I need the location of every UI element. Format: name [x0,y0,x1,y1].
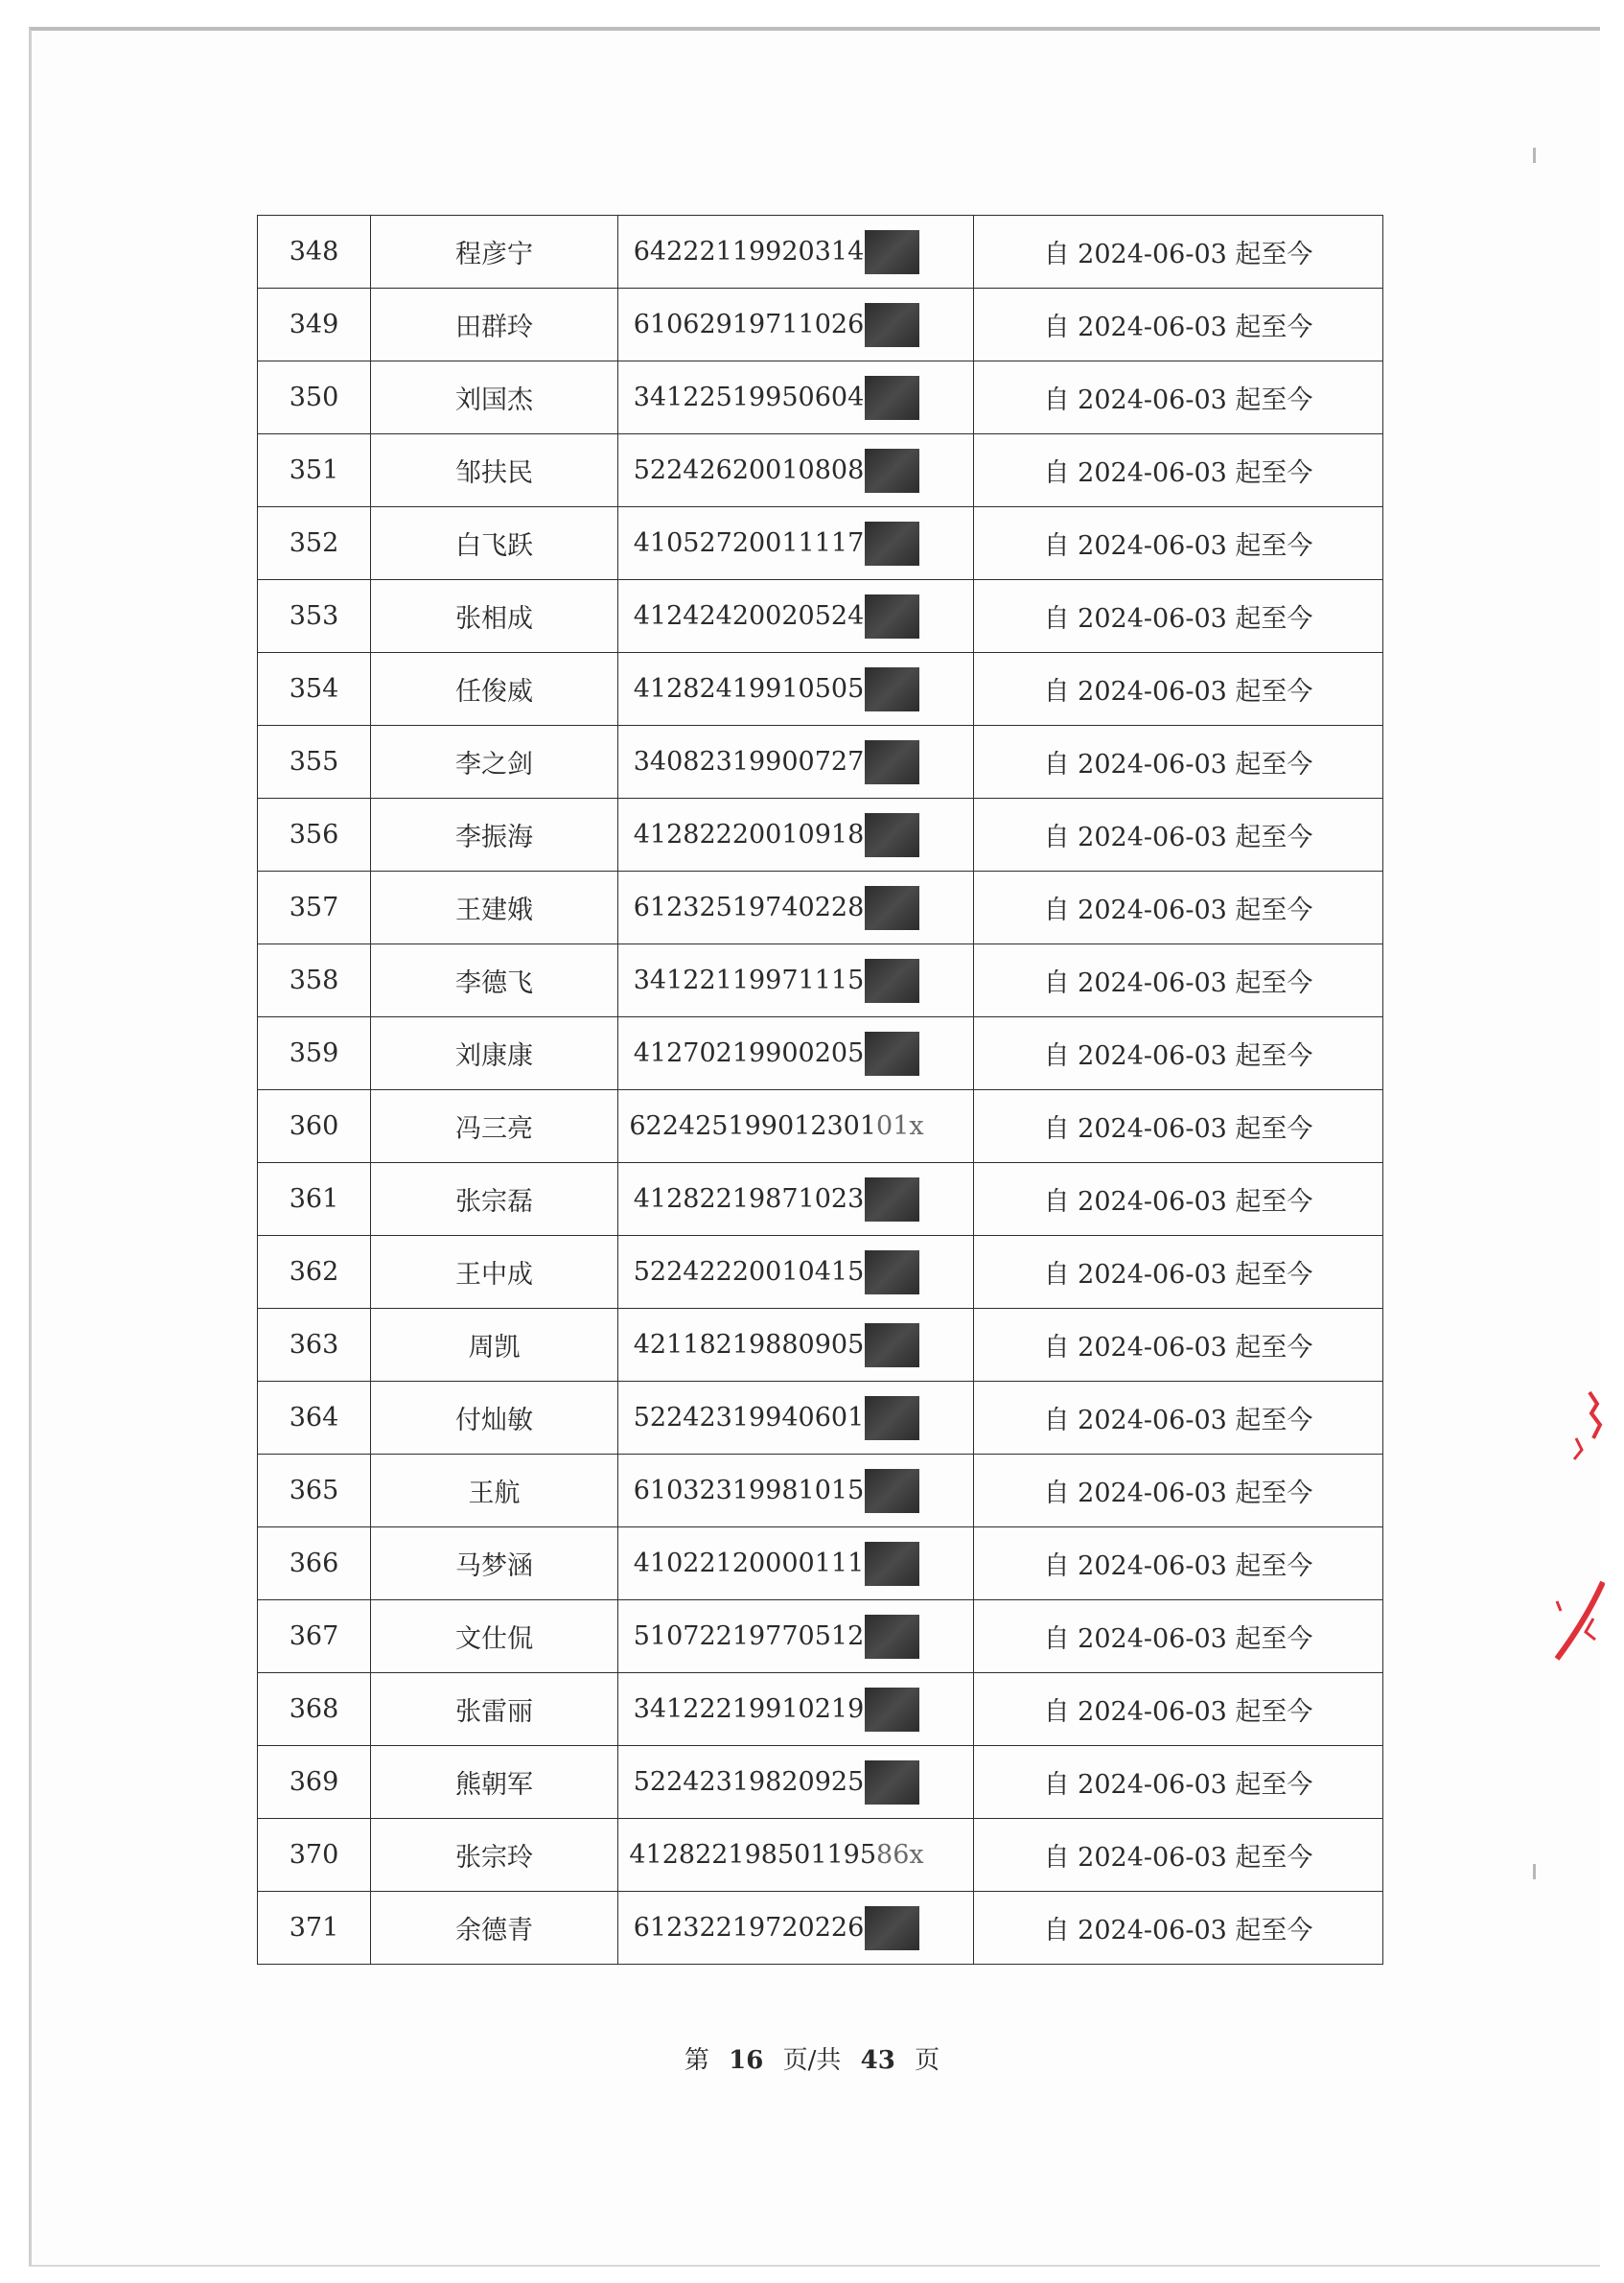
id-number-cell [618,1236,974,1309]
table-row [258,434,1383,507]
id-number-cell [618,726,974,799]
term-period: 自 2024-06-03 起至今 [974,1892,1383,1965]
person-name: 刘康康 [371,1017,618,1090]
id-number-digits: 34122219910219 [633,1694,865,1724]
footer-total-pages: 43 [860,2046,895,2075]
redaction-block [865,1542,919,1586]
id-number-cell [618,1746,974,1819]
person-name: 马梦涵 [371,1527,618,1600]
table-row [258,1892,1383,1965]
id-number-digits: 34122119971115 [633,966,865,995]
id-number-cell [618,1600,974,1673]
id-number [634,1396,920,1440]
table-row [258,799,1383,872]
id-number-digits: 61032319981015 [633,1476,865,1505]
id-number-digits: 42118219880905 [633,1330,865,1360]
footer-middle: 页/共 [782,2046,842,2075]
redaction-block [865,1323,919,1367]
term-period: 自 2024-06-03 起至今 [974,653,1383,726]
term-period: 自 2024-06-03 起至今 [974,1527,1383,1600]
id-number-cell [618,507,974,580]
row-number: 352 [258,507,371,580]
id-number-suffix: 01x [876,1111,924,1141]
term-period: 自 2024-06-03 起至今 [974,216,1383,289]
id-number [634,303,920,347]
table-row [258,1236,1383,1309]
person-name: 刘国杰 [371,361,618,434]
footer-prefix: 第 [684,2046,709,2075]
id-number-digits: 41282219871023 [633,1184,865,1214]
id-number-cell [618,1892,974,1965]
redaction-block [865,959,919,1003]
term-period: 自 2024-06-03 起至今 [974,1600,1383,1673]
table-row [258,289,1383,361]
term-period: 自 2024-06-03 起至今 [974,799,1383,872]
person-name: 邹扶民 [371,434,618,507]
person-name: 李之剑 [371,726,618,799]
id-number [634,449,920,493]
row-number: 368 [258,1673,371,1746]
row-number: 353 [258,580,371,653]
redaction-block [865,813,919,857]
footer-suffix: 页 [915,2046,940,2075]
table-row [258,1163,1383,1236]
row-number: 367 [258,1600,371,1673]
table-row [258,653,1383,726]
id-number [629,1840,923,1870]
id-number-digits: 41270219900205 [633,1038,865,1068]
id-number-digits: 41022120000111 [633,1549,865,1578]
id-number-digits: 412822198501195 [629,1840,877,1870]
row-number: 363 [258,1309,371,1382]
id-number [634,740,920,784]
person-name: 王中成 [371,1236,618,1309]
id-number-digits: 52242620010808 [633,455,865,485]
table-row [258,580,1383,653]
id-number [634,1615,920,1659]
table-row [258,944,1383,1017]
id-number [634,376,920,420]
redaction-block [865,1177,919,1222]
id-number-digits: 61062919711026 [633,310,865,339]
id-number-suffix: 86x [876,1840,924,1870]
row-number: 354 [258,653,371,726]
table-row [258,726,1383,799]
red-seal-fragment [1547,1381,1605,1688]
redaction-block [865,230,919,274]
row-number: 370 [258,1819,371,1892]
row-number: 358 [258,944,371,1017]
id-number [634,1688,920,1732]
id-number-digits: 41282220010918 [633,820,865,850]
redaction-block [865,449,919,493]
person-name: 熊朝军 [371,1746,618,1819]
person-name: 王建娥 [371,872,618,944]
id-number-cell [618,1455,974,1527]
id-number-cell [618,1673,974,1746]
person-name: 余德青 [371,1892,618,1965]
term-period: 自 2024-06-03 起至今 [974,1746,1383,1819]
term-period: 自 2024-06-03 起至今 [974,1017,1383,1090]
id-number [634,959,920,1003]
row-number: 350 [258,361,371,434]
term-period: 自 2024-06-03 起至今 [974,1673,1383,1746]
redaction-block [865,1688,919,1732]
id-number-digits: 41242420020524 [633,601,865,631]
redaction-block [865,740,919,784]
id-number-cell [618,1090,974,1163]
redaction-block [865,522,919,566]
table-row [258,1455,1383,1527]
redaction-block [865,376,919,420]
id-number [634,1760,920,1805]
person-name: 张相成 [371,580,618,653]
row-number: 362 [258,1236,371,1309]
row-number: 351 [258,434,371,507]
table-row [258,1527,1383,1600]
term-period: 自 2024-06-03 起至今 [974,726,1383,799]
table-row [258,1309,1383,1382]
id-number-digits: 622425199012301 [629,1111,877,1141]
table-row [258,1017,1383,1090]
id-number-cell [618,653,974,726]
redaction-block [865,667,919,711]
id-number-cell [618,361,974,434]
table-row [258,1090,1383,1163]
term-period: 自 2024-06-03 起至今 [974,1090,1383,1163]
id-number-cell [618,289,974,361]
table-row [258,507,1383,580]
id-number-cell [618,216,974,289]
row-number: 364 [258,1382,371,1455]
person-name: 王航 [371,1455,618,1527]
term-period: 自 2024-06-03 起至今 [974,361,1383,434]
id-number [634,813,920,857]
scan-mark [1533,148,1536,163]
row-number: 355 [258,726,371,799]
roster-table-body [258,216,1383,1965]
id-number [634,230,920,274]
id-number-cell [618,799,974,872]
person-name: 田群玲 [371,289,618,361]
term-period: 自 2024-06-03 起至今 [974,872,1383,944]
roster-table [257,215,1383,1965]
term-period: 自 2024-06-03 起至今 [974,944,1383,1017]
page-footer [0,2040,1624,2076]
id-number-cell [618,1017,974,1090]
term-period: 自 2024-06-03 起至今 [974,289,1383,361]
table-row [258,361,1383,434]
person-name: 张宗玲 [371,1819,618,1892]
term-period: 自 2024-06-03 起至今 [974,507,1383,580]
id-number-digits: 61232519740228 [633,893,865,922]
id-number-digits: 52242319940601 [633,1403,865,1433]
person-name: 任俊威 [371,653,618,726]
id-number-cell [618,1309,974,1382]
id-number [634,1250,920,1294]
row-number: 361 [258,1163,371,1236]
id-number [634,1032,920,1076]
redaction-block [865,594,919,639]
row-number: 371 [258,1892,371,1965]
id-number-cell [618,1527,974,1600]
id-number-digits: 34082319900727 [633,747,865,777]
id-number [634,522,920,566]
row-number: 366 [258,1527,371,1600]
footer-page-number: 16 [729,2046,764,2075]
id-number [634,886,920,930]
table-row [258,1673,1383,1746]
id-number-digits: 52242319820925 [633,1767,865,1797]
id-number-digits: 51072219770512 [633,1621,865,1651]
table-row [258,872,1383,944]
term-period: 自 2024-06-03 起至今 [974,1382,1383,1455]
redaction-block [865,886,919,930]
redaction-block [865,1032,919,1076]
table-row [258,1382,1383,1455]
row-number: 357 [258,872,371,944]
person-name: 张雷丽 [371,1673,618,1746]
id-number-cell [618,872,974,944]
term-period: 自 2024-06-03 起至今 [974,1309,1383,1382]
id-number-digits: 64222119920314 [633,237,865,267]
id-number-cell [618,944,974,1017]
term-period: 自 2024-06-03 起至今 [974,434,1383,507]
person-name: 李振海 [371,799,618,872]
id-number-digits: 34122519950604 [633,383,865,412]
id-number [634,1542,920,1586]
term-period: 自 2024-06-03 起至今 [974,1819,1383,1892]
id-number-digits: 52242220010415 [633,1257,865,1287]
term-period: 自 2024-06-03 起至今 [974,580,1383,653]
table-row [258,1746,1383,1819]
person-name: 张宗磊 [371,1163,618,1236]
table-row [258,216,1383,289]
id-number [634,667,920,711]
id-number-cell [618,1819,974,1892]
id-number-digits: 61232219720226 [633,1913,865,1943]
redaction-block [865,1760,919,1805]
id-number-cell [618,434,974,507]
row-number: 360 [258,1090,371,1163]
term-period: 自 2024-06-03 起至今 [974,1455,1383,1527]
table-row [258,1819,1383,1892]
row-number: 365 [258,1455,371,1527]
person-name: 冯三亮 [371,1090,618,1163]
row-number: 359 [258,1017,371,1090]
row-number: 356 [258,799,371,872]
redaction-block [865,303,919,347]
scan-mark [1533,1864,1536,1879]
id-number-cell [618,1163,974,1236]
id-number-cell [618,580,974,653]
id-number [634,594,920,639]
redaction-block [865,1469,919,1513]
id-number [634,1469,920,1513]
id-number-digits: 41052720011117 [633,528,865,558]
row-number: 369 [258,1746,371,1819]
person-name: 白飞跃 [371,507,618,580]
row-number: 348 [258,216,371,289]
id-number [634,1323,920,1367]
term-period: 自 2024-06-03 起至今 [974,1236,1383,1309]
redaction-block [865,1906,919,1950]
table-row [258,1600,1383,1673]
id-number-digits: 41282419910505 [633,674,865,704]
person-name: 付灿敏 [371,1382,618,1455]
person-name: 李德飞 [371,944,618,1017]
row-number: 349 [258,289,371,361]
redaction-block [865,1396,919,1440]
id-number [629,1111,923,1141]
id-number-cell [618,1382,974,1455]
person-name: 周凯 [371,1309,618,1382]
id-number [634,1177,920,1222]
redaction-block [865,1250,919,1294]
redaction-block [865,1615,919,1659]
person-name: 文仕侃 [371,1600,618,1673]
person-name: 程彦宁 [371,216,618,289]
term-period: 自 2024-06-03 起至今 [974,1163,1383,1236]
id-number [634,1906,920,1950]
